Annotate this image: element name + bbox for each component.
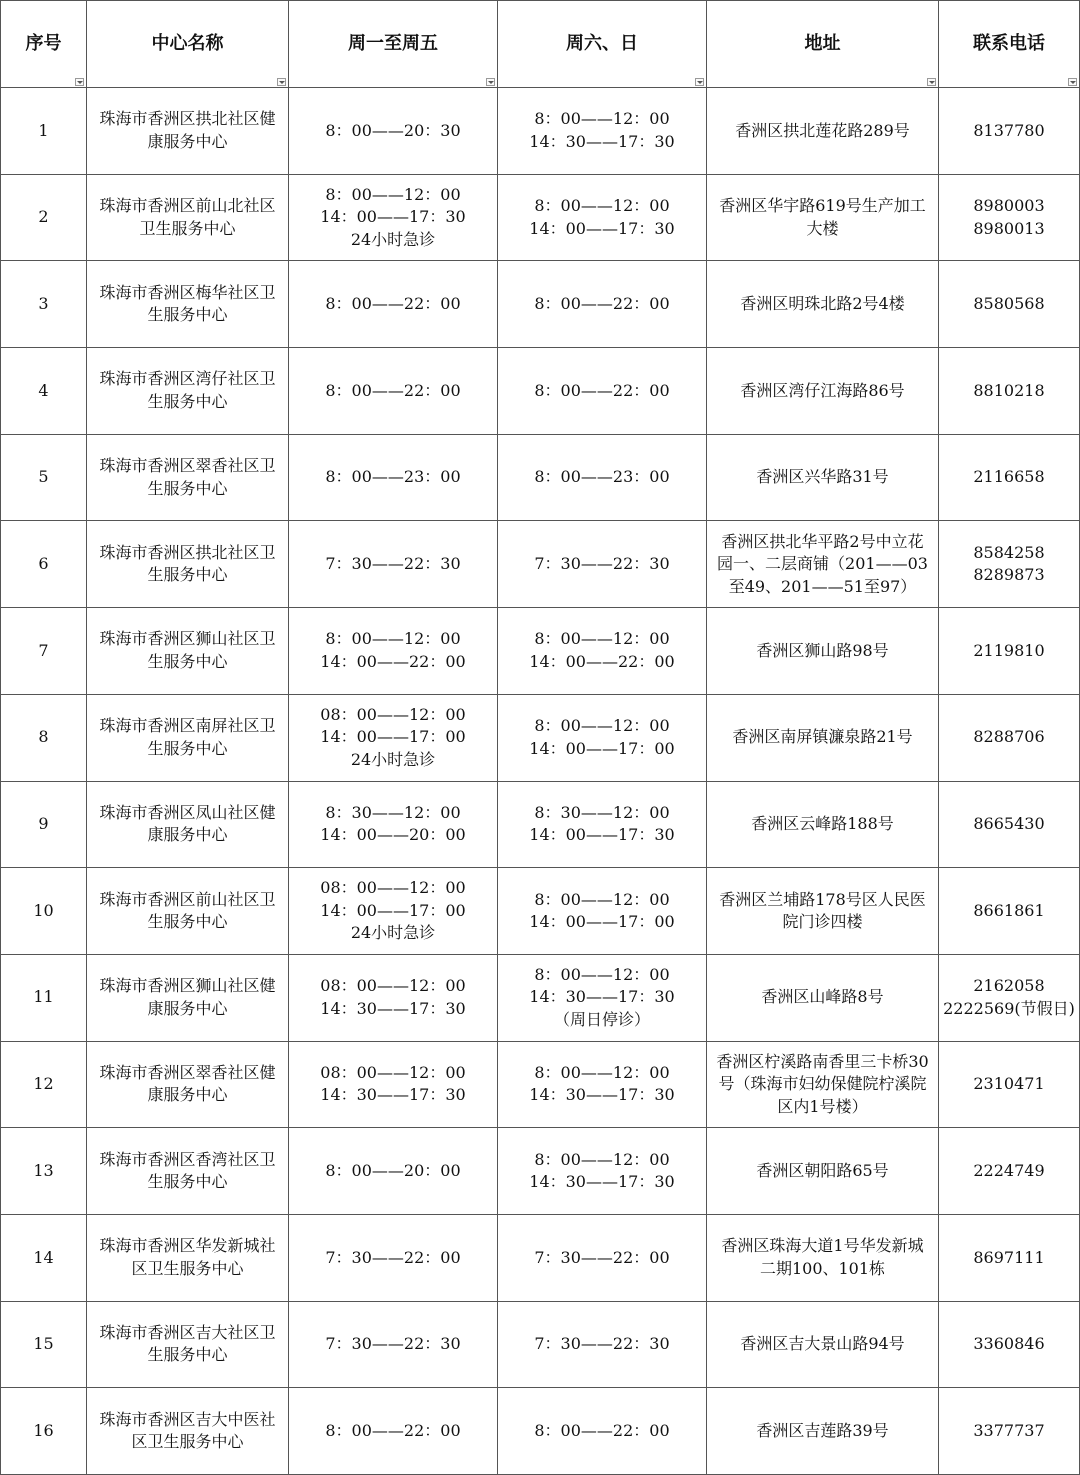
weekend-hours-cell (498, 868, 707, 955)
address-cell (707, 174, 939, 261)
phone-cell (939, 1041, 1080, 1128)
address-cell (707, 261, 939, 348)
cell-text: 8 (38, 727, 49, 747)
weekday-hours-cell (289, 1128, 498, 1215)
center-name-cell (87, 348, 289, 435)
filter-dropdown-icon[interactable] (1068, 78, 1077, 86)
cell-text-line: 二期100、101栋 (759, 1258, 886, 1278)
cell-text-line: 14：00——22：00 (529, 651, 675, 671)
cell-text-line: 8980013 (973, 218, 1045, 238)
filter-dropdown-icon[interactable] (695, 78, 704, 86)
filter-dropdown-icon[interactable] (927, 78, 936, 86)
cell-text-line: 8：00——20：00 (325, 1160, 461, 1180)
cell-text-line: 香洲区湾仔江海路86号 (740, 380, 905, 400)
header-label: 地址 (804, 32, 841, 54)
weekend-hours-cell (498, 348, 707, 435)
cell-text-line: 8288706 (973, 727, 1045, 747)
weekend-hours-cell (498, 88, 707, 175)
cell-text-line: 康服务中心 (147, 131, 228, 151)
center-name-cell (87, 954, 289, 1041)
cell-text-line: 香洲区狮山路98号 (756, 640, 889, 660)
weekday-hours-cell (289, 1388, 498, 1475)
cell-text-line: 14：00——17：00 (529, 738, 675, 758)
weekday-hours-cell (289, 521, 498, 608)
address-cell (707, 954, 939, 1041)
cell-text-line: 香洲区兰埔路178号区人民医 (719, 889, 926, 909)
cell-text-line: 区卫生服务中心 (131, 1258, 244, 1278)
cell-text-line: 珠海市香洲区华发新城社 (99, 1236, 276, 1256)
filter-dropdown-icon[interactable] (75, 78, 84, 86)
phone-cell (939, 694, 1080, 781)
cell-text-line: 8980003 (973, 196, 1045, 216)
cell-text-line: 8：00——22：00 (325, 380, 461, 400)
index-cell (1, 1388, 87, 1475)
cell-text-line: 8810218 (973, 380, 1045, 400)
weekday-hours-cell (289, 868, 498, 955)
table-row (1, 521, 1080, 608)
address-cell (707, 348, 939, 435)
index-cell (1, 521, 87, 608)
cell-text-line: 8661861 (973, 900, 1045, 920)
header-label: 序号 (25, 32, 62, 54)
weekday-hours-cell (289, 954, 498, 1041)
cell-text-line: 8289873 (973, 565, 1045, 585)
column-header-center-name (87, 1, 289, 88)
cell-text-line: 区内1号楼） (777, 1096, 868, 1116)
table-row (1, 1128, 1080, 1215)
cell-text-line: 14：30——17：30 (529, 131, 675, 151)
cell-text-line: 珠海市香洲区翠香社区卫 (99, 456, 276, 476)
address-cell (707, 781, 939, 868)
cell-text-line: 14：30——17：30 (529, 1085, 675, 1105)
index-cell (1, 1041, 87, 1128)
cell-text-line: 香洲区云峰路188号 (751, 814, 894, 834)
center-name-cell (87, 781, 289, 868)
cell-text-line: 8：00——23：00 (534, 467, 670, 487)
phone-cell (939, 434, 1080, 521)
cell-text-line: 7：30——22：00 (325, 1247, 461, 1267)
weekend-hours-cell (498, 608, 707, 695)
cell-text-line: 2224749 (973, 1160, 1045, 1180)
cell-text-line: 08：00——12：00 (320, 704, 466, 724)
phone-cell (939, 781, 1080, 868)
phone-cell (939, 88, 1080, 175)
cell-text-line: 区卫生服务中心 (131, 1432, 244, 1452)
cell-text: 3 (38, 293, 49, 313)
index-cell (1, 1128, 87, 1215)
cell-text-line: 香洲区拱北莲花路289号 (735, 120, 910, 140)
table-row (1, 1214, 1080, 1301)
table-row (1, 868, 1080, 955)
cell-text-line: 14：00——17：00 (320, 900, 466, 920)
cell-text-line: 珠海市香洲区翠香社区健 (99, 1062, 276, 1082)
weekday-hours-cell (289, 1301, 498, 1388)
center-name-cell (87, 868, 289, 955)
weekend-hours-cell (498, 1301, 707, 1388)
cell-text-line: 珠海市香洲区梅华社区卫 (99, 282, 276, 302)
address-cell (707, 694, 939, 781)
cell-text-line: 香洲区拱北华平路2号中立花 (721, 531, 924, 551)
weekday-hours-cell (289, 608, 498, 695)
filter-dropdown-icon[interactable] (486, 78, 495, 86)
weekend-hours-cell (498, 781, 707, 868)
cell-text-line: 8：00——22：00 (325, 1420, 461, 1440)
cell-text-line: 24小时急诊 (350, 749, 436, 769)
phone-cell (939, 521, 1080, 608)
cell-text-line: 7：30——22：30 (534, 554, 670, 574)
index-cell (1, 1214, 87, 1301)
table-row (1, 1041, 1080, 1128)
cell-text-line: 3377737 (973, 1420, 1045, 1440)
cell-text-line: 香洲区朝阳路65号 (756, 1160, 889, 1180)
address-cell (707, 1128, 939, 1215)
cell-text-line: 生服务中心 (147, 651, 228, 671)
cell-text-line: 珠海市香洲区前山社区卫 (99, 889, 276, 909)
center-name-cell (87, 261, 289, 348)
cell-text-line: 康服务中心 (147, 998, 228, 1018)
cell-text: 6 (38, 554, 49, 574)
cell-text-line: 08：00——12：00 (320, 976, 466, 996)
weekday-hours-cell (289, 694, 498, 781)
cell-text: 1 (38, 120, 49, 140)
address-cell (707, 1388, 939, 1475)
cell-text-line: 号（珠海市妇幼保健院柠溪院 (718, 1074, 927, 1094)
cell-text-line: 珠海市香洲区南屏社区卫 (99, 716, 276, 736)
center-name-cell (87, 521, 289, 608)
cell-text: 7 (38, 640, 49, 660)
cell-text-line: 7：30——22：00 (534, 1247, 670, 1267)
table-row (1, 954, 1080, 1041)
table-row (1, 1301, 1080, 1388)
cell-text: 5 (38, 467, 49, 487)
cell-text-line: 珠海市香洲区拱北社区卫 (99, 542, 276, 562)
header-label: 联系电话 (973, 32, 1045, 54)
center-name-cell (87, 174, 289, 261)
phone-cell (939, 174, 1080, 261)
cell-text-line: 8：00——12：00 (534, 629, 670, 649)
phone-cell (939, 348, 1080, 435)
cell-text-line: 园一、二层商铺（201——03 (717, 554, 928, 574)
cell-text: 9 (38, 814, 49, 834)
cell-text-line: 生服务中心 (147, 912, 228, 932)
cell-text-line: 8：00——20：30 (325, 120, 461, 140)
table-row (1, 694, 1080, 781)
cell-text-line: 14：30——17：30 (320, 998, 466, 1018)
weekend-hours-cell (498, 261, 707, 348)
cell-text-line: 14：00——20：00 (320, 825, 466, 845)
phone-cell (939, 261, 1080, 348)
column-header-index (1, 1, 87, 88)
phone-cell (939, 954, 1080, 1041)
cell-text-line: 7：30——22：30 (325, 1334, 461, 1354)
weekend-hours-cell (498, 954, 707, 1041)
weekend-hours-cell (498, 1388, 707, 1475)
center-name-cell (87, 1214, 289, 1301)
header-label: 周一至周五 (348, 32, 438, 54)
index-cell (1, 348, 87, 435)
address-cell (707, 868, 939, 955)
center-name-cell (87, 694, 289, 781)
phone-cell (939, 868, 1080, 955)
weekday-hours-cell (289, 434, 498, 521)
table-row (1, 261, 1080, 348)
cell-text: 10 (33, 900, 54, 920)
cell-text-line: 康服务中心 (147, 1085, 228, 1105)
filter-dropdown-icon[interactable] (277, 78, 286, 86)
cell-text-line: 珠海市香洲区湾仔社区卫 (99, 369, 276, 389)
cell-text-line: 14：30——17：30 (529, 987, 675, 1007)
index-cell (1, 261, 87, 348)
header-label: 中心名称 (151, 32, 224, 54)
address-cell (707, 88, 939, 175)
cell-text-line: 香洲区吉莲路39号 (756, 1420, 889, 1440)
cell-text-line: 珠海市香洲区前山北社区 (99, 196, 276, 216)
phone-cell (939, 1214, 1080, 1301)
center-name-cell (87, 434, 289, 521)
cell-text-line: 2162058 (973, 976, 1045, 996)
cell-text-line: 08：00——12：00 (320, 1062, 466, 1082)
center-name-cell (87, 1301, 289, 1388)
cell-text-line: 香洲区华宇路619号生产加工 (719, 196, 926, 216)
weekend-hours-cell (498, 694, 707, 781)
center-name-cell (87, 1128, 289, 1215)
center-name-cell (87, 1388, 289, 1475)
table-row (1, 608, 1080, 695)
cell-text-line: 8：00——22：00 (534, 380, 670, 400)
table-row (1, 1388, 1080, 1475)
cell-text-line: 大楼 (806, 218, 839, 238)
cell-text-line: 8：00——22：00 (534, 1420, 670, 1440)
weekend-hours-cell (498, 1041, 707, 1128)
cell-text-line: 14：00——17：30 (529, 218, 675, 238)
cell-text-line: 院门诊四楼 (782, 912, 863, 932)
cell-text-line: 珠海市香洲区吉大社区卫 (99, 1322, 276, 1342)
cell-text: 2 (38, 207, 49, 227)
cell-text-line: 珠海市香洲区狮山社区卫 (99, 629, 276, 649)
cell-text-line: 2310471 (973, 1074, 1045, 1094)
table-row (1, 434, 1080, 521)
weekday-hours-cell (289, 1214, 498, 1301)
cell-text-line: 香洲区珠海大道1号华发新城 (721, 1236, 924, 1256)
cell-text-line: 8：30——12：00 (325, 802, 461, 822)
cell-text: 4 (38, 380, 49, 400)
cell-text-line: 14：30——17：30 (320, 1085, 466, 1105)
index-cell (1, 868, 87, 955)
cell-text-line: 生服务中心 (147, 738, 228, 758)
cell-text-line: 珠海市香洲区凤山社区健 (99, 802, 276, 822)
cell-text-line: 3360846 (973, 1334, 1045, 1354)
address-cell (707, 1041, 939, 1128)
cell-text: 13 (33, 1160, 54, 1180)
cell-text: 15 (33, 1334, 54, 1354)
cell-text-line: 2116658 (973, 467, 1045, 487)
cell-text-line: 8：00——12：00 (534, 1149, 670, 1169)
table-row (1, 781, 1080, 868)
weekend-hours-cell (498, 521, 707, 608)
cell-text-line: 8580568 (973, 293, 1045, 313)
cell-text-line: 14：00——17：30 (529, 825, 675, 845)
cell-text-line: 7：30——22：30 (325, 554, 461, 574)
cell-text-line: 7：30——22：30 (534, 1334, 670, 1354)
index-cell (1, 608, 87, 695)
center-name-cell (87, 608, 289, 695)
cell-text-line: 香洲区山峰路8号 (761, 987, 884, 1007)
index-cell (1, 781, 87, 868)
cell-text-line: 14：00——17：00 (529, 912, 675, 932)
weekday-hours-cell (289, 781, 498, 868)
phone-cell (939, 608, 1080, 695)
weekday-hours-cell (289, 88, 498, 175)
table-row (1, 174, 1080, 261)
cell-text-line: 8：00——12：00 (534, 889, 670, 909)
column-header-weekend-hours (498, 1, 707, 88)
cell-text-line: 香洲区兴华路31号 (756, 467, 889, 487)
cell-text-line: 8：00——12：00 (534, 109, 670, 129)
weekend-hours-cell (498, 1214, 707, 1301)
cell-text-line: 生服务中心 (147, 391, 228, 411)
table-body (1, 88, 1080, 1475)
cell-text-line: 生服务中心 (147, 1345, 228, 1365)
cell-text-line: 8：00——23：00 (325, 467, 461, 487)
cell-text-line: 卫生服务中心 (139, 218, 236, 238)
weekend-hours-cell (498, 1128, 707, 1215)
column-header-weekday-hours (289, 1, 498, 88)
address-cell (707, 1214, 939, 1301)
cell-text-line: 8697111 (973, 1247, 1045, 1267)
cell-text-line: 8：00——12：00 (534, 1062, 670, 1082)
phone-cell (939, 1301, 1080, 1388)
column-header-phone (939, 1, 1080, 88)
cell-text-line: 8：00——12：00 (325, 184, 461, 204)
cell-text-line: 生服务中心 (147, 478, 228, 498)
table-row (1, 88, 1080, 175)
cell-text-line: 14：30——17：30 (529, 1172, 675, 1192)
cell-text-line: 生服务中心 (147, 565, 228, 585)
cell-text-line: 24小时急诊 (350, 229, 436, 249)
cell-text-line: 8：30——12：00 (534, 802, 670, 822)
cell-text-line: 8：00——22：00 (325, 293, 461, 313)
index-cell (1, 694, 87, 781)
cell-text-line: 8：00——12：00 (534, 964, 670, 984)
phone-cell (939, 1128, 1080, 1215)
index-cell (1, 434, 87, 521)
weekday-hours-cell (289, 174, 498, 261)
cell-text: 12 (33, 1074, 54, 1094)
index-cell (1, 88, 87, 175)
phone-cell (939, 1388, 1080, 1475)
index-cell (1, 1301, 87, 1388)
header-label: 周六、日 (566, 32, 638, 54)
address-cell (707, 434, 939, 521)
cell-text-line: 康服务中心 (147, 825, 228, 845)
cell-text-line: 香洲区南屏镇濂泉路21号 (732, 727, 913, 747)
header-row (1, 1, 1080, 88)
cell-text: 11 (33, 987, 54, 1007)
cell-text-line: 2222569(节假日) (943, 998, 1075, 1018)
table-row (1, 348, 1080, 435)
cell-text-line: 珠海市香洲区吉大中医社 (99, 1409, 276, 1429)
cell-text-line: 8：00——12：00 (325, 629, 461, 649)
cell-text-line: 珠海市香洲区狮山社区健 (99, 976, 276, 996)
column-header-address (707, 1, 939, 88)
cell-text-line: 14：00——17：30 (320, 207, 466, 227)
cell-text-line: 香洲区明珠北路2号4楼 (740, 293, 905, 313)
weekday-hours-cell (289, 1041, 498, 1128)
cell-text-line: 24小时急诊 (350, 923, 436, 943)
cell-text-line: 香洲区柠溪路南香里三卡桥30 (716, 1051, 929, 1071)
cell-text-line: 生服务中心 (147, 305, 228, 325)
cell-text-line: 8：00——12：00 (534, 196, 670, 216)
center-name-cell (87, 1041, 289, 1128)
cell-text-line: 8584258 (973, 542, 1045, 562)
cell-text-line: 8665430 (973, 814, 1045, 834)
cell-text-line: 香洲区吉大景山路94号 (740, 1334, 905, 1354)
cell-text-line: 14：00——17：00 (320, 727, 466, 747)
cell-text-line: 8：00——22：00 (534, 293, 670, 313)
address-cell (707, 521, 939, 608)
cell-text: 14 (33, 1247, 54, 1267)
cell-text: 16 (33, 1420, 54, 1440)
cell-text-line: 8：00——12：00 (534, 716, 670, 736)
center-name-cell (87, 88, 289, 175)
weekend-hours-cell (498, 174, 707, 261)
cell-text-line: 至49、201——51至97） (728, 576, 917, 596)
cell-text-line: 08：00——12：00 (320, 878, 466, 898)
index-cell (1, 954, 87, 1041)
address-cell (707, 1301, 939, 1388)
cell-text-line: 8137780 (973, 120, 1045, 140)
cell-text-line: 14：00——22：00 (320, 651, 466, 671)
cell-text-line: 2119810 (973, 640, 1045, 660)
cell-text-line: 生服务中心 (147, 1172, 228, 1192)
index-cell (1, 174, 87, 261)
cell-text-line: 珠海市香洲区香湾社区卫 (99, 1149, 276, 1169)
cell-text-line: （周日停诊） (553, 1009, 650, 1029)
weekday-hours-cell (289, 261, 498, 348)
cell-text-line: 珠海市香洲区拱北社区健 (99, 109, 276, 129)
address-cell (707, 608, 939, 695)
weekend-hours-cell (498, 434, 707, 521)
weekday-hours-cell (289, 348, 498, 435)
